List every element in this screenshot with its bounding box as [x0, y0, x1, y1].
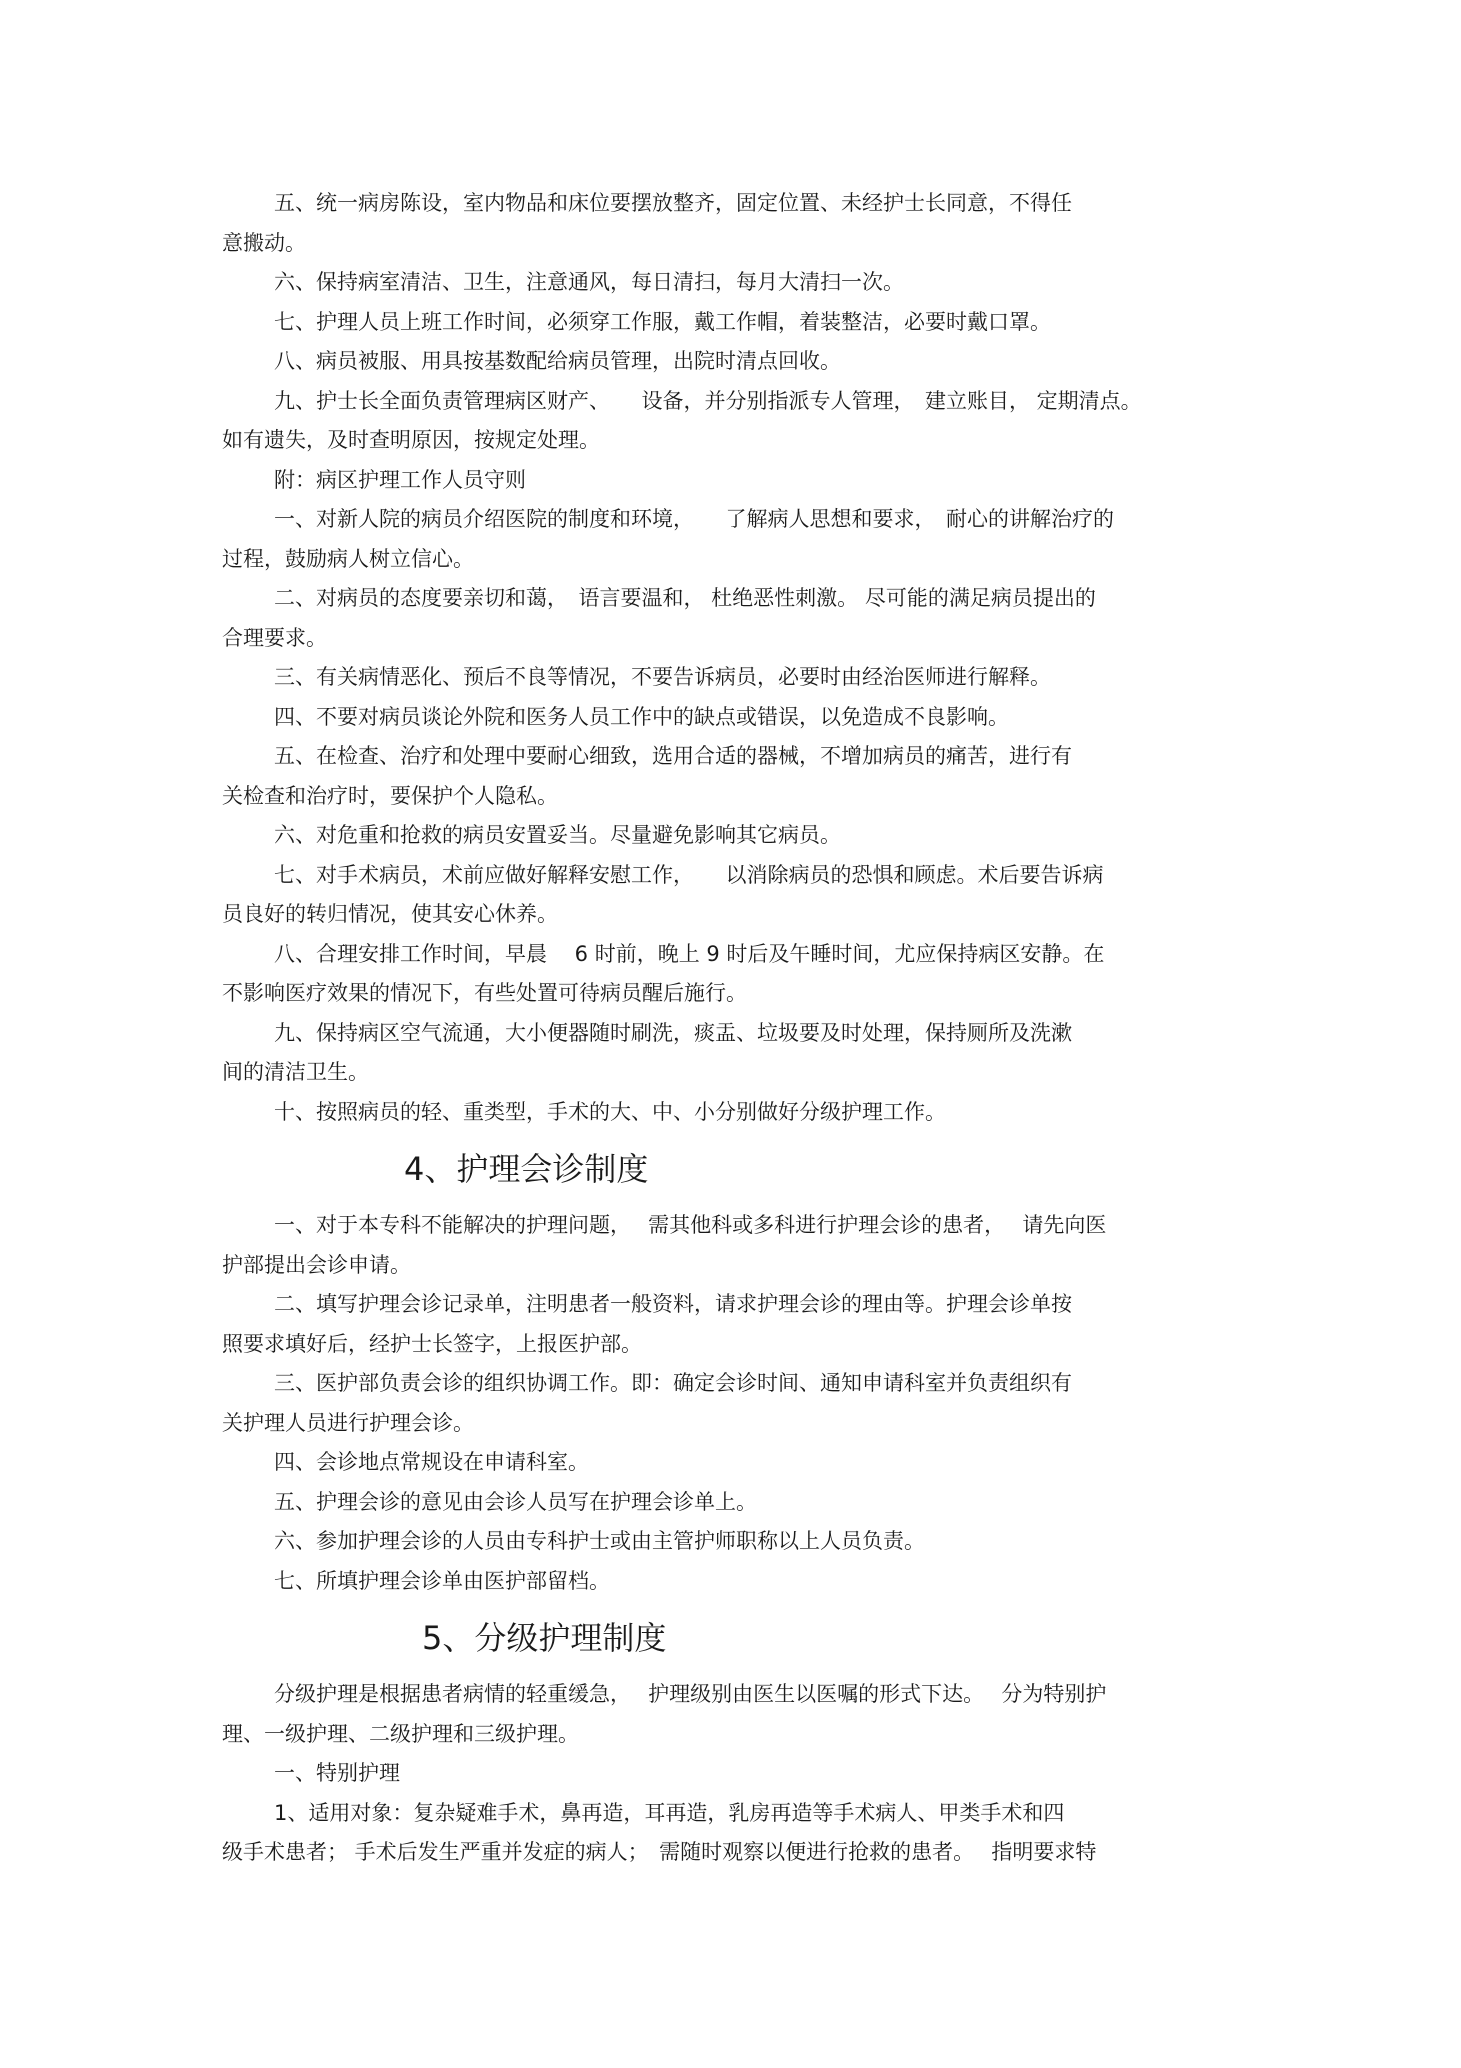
text-line: 八、病员被服、用具按基数配给病员管理，出院时清点回收。: [274, 349, 841, 373]
section-nursing-consultation: [222, 1206, 1242, 1601]
text-line: 四、不要对病员谈论外院和医务人员工作中的缺点或错误，以免造成不良影响。: [274, 704, 1009, 729]
text-line: 九、护士长全面负责管理病区财产、 设备，并分别指派专人管理， 建立账目， 定期清点。: [274, 388, 1142, 413]
text-line: 七、所填护理会诊单由医护部留档。: [274, 1568, 610, 1593]
text-line: 一、特别护理: [274, 1761, 400, 1785]
text-line: 附：病区护理工作人员守则: [274, 467, 526, 492]
text-line: 六、对危重和抢救的病员安置妥当。尽量避免影响其它病员。: [274, 823, 841, 847]
document-page: [222, 184, 1242, 1873]
text-line: 间的清洁卫生。: [222, 1060, 369, 1084]
text-line: 不影响医疗效果的情况下，有些处置可待病员醒后施行。: [222, 981, 747, 1005]
heading-nursing-consultation: 4、护理会诊制度: [404, 1150, 649, 1188]
text-line: 六、参加护理会诊的人员由专科护士或由主管护师职称以上人员负责。: [274, 1529, 925, 1553]
text-line: 照要求填好后，经护士长签字，上报医护部。: [222, 1331, 642, 1356]
heading-graded-nursing: 5、分级护理制度: [422, 1619, 667, 1657]
text-line: 意搬动。: [222, 230, 306, 255]
text-line: 过程，鼓励病人树立信心。: [222, 546, 474, 571]
text-line: 理、一级护理、二级护理和三级护理。: [222, 1721, 579, 1746]
text-line: 分级护理是根据患者病情的轻重缓急， 护理级别由医生以医嘱的形式下达。 分为特别护: [274, 1682, 1107, 1706]
text-line: 关检查和治疗时，要保护个人隐私。: [222, 783, 558, 808]
text-line: 级手术患者； 手术后发生严重并发症的病人； 需随时观察以便进行抢救的患者。 指明要求特: [222, 1840, 1097, 1864]
text-line: 护部提出会诊申请。: [222, 1252, 411, 1277]
text-line: 一、对于本专科不能解决的护理问题， 需其他科或多科进行护理会诊的患者， 请先向医: [274, 1213, 1107, 1237]
text-line: 五、护理会诊的意见由会诊人员写在护理会诊单上。: [274, 1489, 757, 1514]
text-line: 十、按照病员的轻、重类型，手术的大、中、小分别做好分级护理工作。: [274, 1099, 946, 1124]
text-line: 二、填写护理会诊记录单，注明患者一般资料，请求护理会诊的理由等。护理会诊单按: [274, 1292, 1072, 1316]
text-line: 合理要求。: [222, 625, 327, 650]
text-line: 九、保持病区空气流通，大小便器随时刷洗，痰盂、垃圾要及时处理，保持厕所及洗漱: [274, 1020, 1072, 1045]
text-line: 五、在检查、治疗和处理中要耐心细致，选用合适的器械，不增加病员的痛苦，进行有: [274, 744, 1072, 768]
text-line: 六、保持病室清洁、卫生，注意通风，每日清扫，每月大清扫一次。: [274, 270, 904, 294]
text-line: 五、统一病房陈设，室内物品和床位要摆放整齐，固定位置、未经护士长同意，不得任: [274, 191, 1072, 215]
text-line: 三、有关病情恶化、预后不良等情况，不要告诉病员，必要时由经治医师进行解释。: [274, 665, 1051, 689]
text-line: 三、医护部负责会诊的组织协调工作。即：确定会诊时间、通知申请科室并负责组织有: [274, 1371, 1072, 1395]
text-line: 员良好的转归情况，使其安心休养。: [222, 902, 558, 926]
text-line: 二、对病员的态度要亲切和蔼， 语言要温和， 杜绝恶性刺激。 尽可能的满足病员提出的: [274, 586, 1096, 610]
text-line: 八、合理安排工作时间，早晨 6 时前，晚上 9 时后及午睡时间，尤应保持病区安静。在: [274, 941, 1105, 966]
text-line: 七、对手术病员，术前应做好解释安慰工作， 以消除病员的恐惧和顾虑。术后要告诉病: [274, 862, 1104, 887]
section-ward-rules: [222, 184, 1242, 1132]
text-line: 四、会诊地点常规设在申请科室。: [274, 1450, 589, 1474]
text-line: 一、对新人院的病员介绍医院的制度和环境， 了解病人思想和要求， 耐心的讲解治疗的: [274, 507, 1114, 531]
text-line: 如有遗失，及时查明原因，按规定处理。: [222, 428, 600, 452]
text-line: 关护理人员进行护理会诊。: [222, 1410, 474, 1435]
section-graded-nursing: [222, 1675, 1242, 1873]
text-line: 七、护理人员上班工作时间，必须穿工作服，戴工作帽，着装整洁，必要时戴口罩。: [274, 309, 1051, 334]
text-line: 1、适用对象：复杂疑难手术，鼻再造，耳再造，乳房再造等手术病人、甲类手术和四: [274, 1800, 1065, 1825]
